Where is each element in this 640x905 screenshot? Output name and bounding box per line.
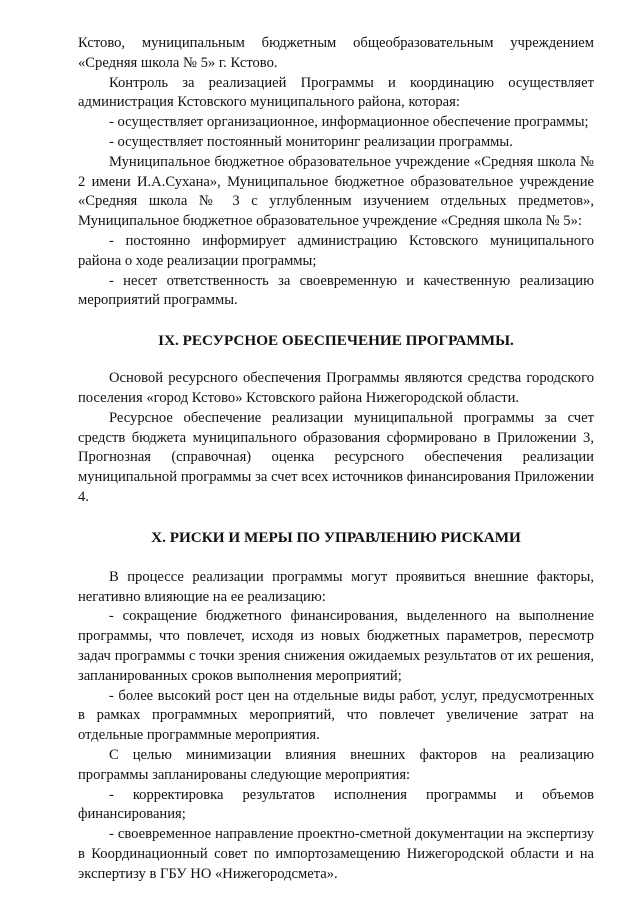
paragraph-resources-appendix: Ресурсное обеспечение реализации муниципальной программы за счет средств бюджета муниципального образования сформировано в Приложении 3, Прогнозная (справочная) оценка ресурсного обеспечения реализации муниципальной программы за счет всех источников финансирования Приложении 4. (78, 409, 594, 505)
paragraph-schools: Муниципальное бюджетное образовательное учреждение «Средняя школа № 2 имени И.А.Сухана», Муниципальное бюджетное образовательное учреждение «Средняя школа № 3 с углубленным изучением отдельных предметов», Муниципальное бюджетное образовательное учреждение «Средняя школа № 5»: (78, 153, 594, 230)
list-item: - постоянно информирует администрацию Кстовского муниципального района о ходе реализации программы; (78, 232, 594, 269)
list-item: - несет ответственность за своевременную и качественную реализацию мероприятий программы. (78, 272, 594, 309)
list-item: - осуществляет постоянный мониторинг реализации программы. (109, 133, 513, 150)
document-page (78, 34, 594, 884)
list-item: - своевременное направление проектно-сметной документации на экспертизу в Координационный совет по импортозамещению Нижегородской области и на экспертизу в ГБУ НО «Нижегородсмета». (78, 826, 594, 882)
section-heading-resources: IX. РЕСУРСНОЕ ОБЕСПЕЧЕНИЕ ПРОГРАММЫ. (158, 332, 514, 350)
paragraph-mitigation-intro: С целью минимизации влияния внешних факторов на реализацию программы запланированы следующие мероприятия: (78, 746, 594, 783)
list-item: - корректировка результатов исполнения программы и объемов финансирования; (78, 786, 594, 823)
list-item: - сокращение бюджетного финансирования, выделенного на выполнение программы, что повлечет, исходя из новых бюджетных параметров, пересмотр задач программы с точки зрения снижения ожидаемых результатов от их решения, запланированных сроков выполнения мероприятий; (78, 608, 594, 684)
paragraph-control: Контроль за реализацией Программы и координацию осуществляет администрация Кстовского муниципального района, которая: (78, 74, 594, 111)
paragraph-risks-intro: В процессе реализации программы могут проявиться внешние факторы, негативно влияющие на ее реализацию: (78, 568, 594, 605)
paragraph-continuation: Кстово, муниципальным бюджетным общеобразовательным учреждением «Средняя школа № 5» г. Кстово. (78, 35, 594, 71)
section-heading-risks: X. РИСКИ И МЕРЫ ПО УПРАВЛЕНИЮ РИСКАМИ (151, 528, 521, 546)
list-item: - более высокий рост цен на отдельные виды работ, услуг, предусмотренных в рамках программных мероприятий, что повлечет увеличение затрат на отдельные программные мероприятия. (78, 687, 594, 744)
list-item: - осуществляет организационное, информационное обеспечение программы; (109, 114, 589, 131)
paragraph-resources-basis: Основой ресурсного обеспечения Программы являются средства городского поселения «город Кстово» Кстовского района Нижегородской области. (78, 370, 594, 406)
